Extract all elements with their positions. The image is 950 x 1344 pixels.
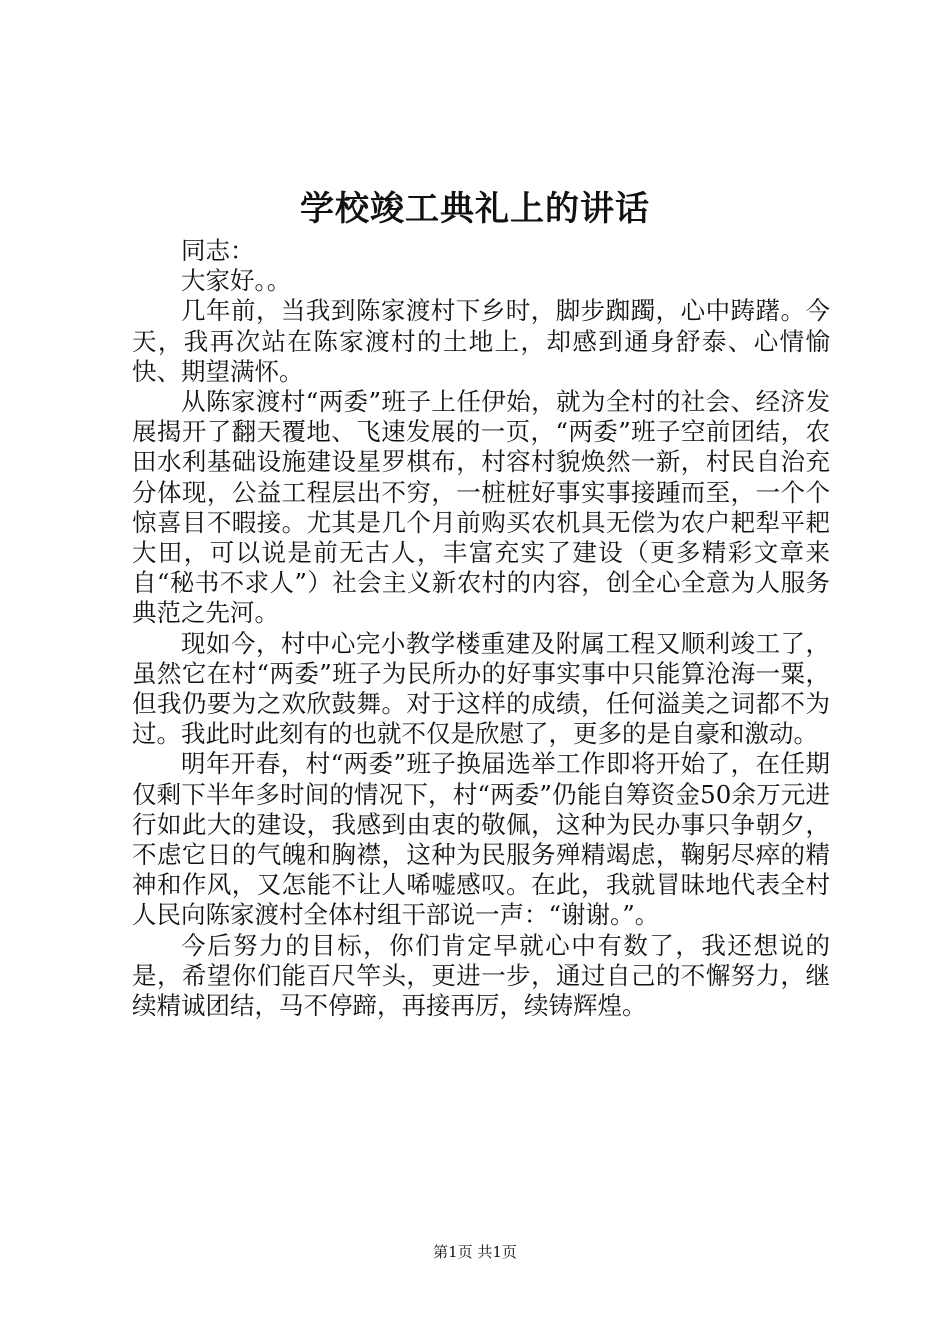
body-paragraph: 今后努力的目标，你们肯定早就心中有数了，我还想说的是，希望你们能百尺竿头，更进一步，通过自己的不懈努力，继续精诚团结，马不停蹄，再接再厉，续铸辉煌。 <box>132 930 830 1021</box>
body-paragraph: 明年开春，村“两委”班子换届选举工作即将开始了，在任期仅剩下半年多时间的情况下，村“两委”仍能自筹资金50余万元进行如此大的建设，我感到由衷的敬佩，这种为民办事只争朝夕，不虑它日的气魄和胸襟，这种为民服务殚精竭虑，鞠躬尽瘁的精神和作风，又怎能不让人唏嘘感叹。在此，我就冒昧地代表全村人民向陈家渡村全体村组干部说一声：“谢谢。”。 <box>132 749 830 930</box>
greeting: 大家好。。 <box>181 266 292 296</box>
body-paragraph: 从陈家渡村“两委”班子上任伊始，就为全村的社会、经济发展揭开了翻天覆地、飞速发展的一页，“两委”班子空前团结，农田水利基础设施建设星罗棋布，村容村貌焕然一新，村民自治充分体现，公益工程层出不穷，一桩桩好事实事接踵而至，一个个惊喜目不暇接。尤其是几个月前购买农机具无偿为农户耙犁平耙大田，可以说是前无古人，丰富充实了建设（更多精彩文章来自“秘书不求人”）社会主义新农村的内容，创全心全意为人服务典范之先河。 <box>132 387 830 628</box>
document-body <box>132 236 830 1021</box>
document-title: 学校竣工典礼上的讲话 <box>300 189 650 229</box>
salutation: 同志： <box>181 236 255 265</box>
page-number-footer: 第1页 共1页 <box>433 1243 517 1261</box>
body-paragraph: 几年前，当我到陈家渡村下乡时，脚步踟躅，心中踌躇。今天，我再次站在陈家渡村的土地上，却感到通身舒泰、心情愉快、期望满怀。 <box>132 296 830 386</box>
body-paragraph: 现如今，村中心完小教学楼重建及附属工程又顺利竣工了，虽然它在村“两委”班子为民所办的好事实事中只能算沧海一粟，但我仍要为之欢欣鼓舞。对于这样的成绩，任何溢美之词都不为过。我此时此刻有的也就不仅是欣慰了，更多的是自豪和激动。 <box>132 628 830 749</box>
